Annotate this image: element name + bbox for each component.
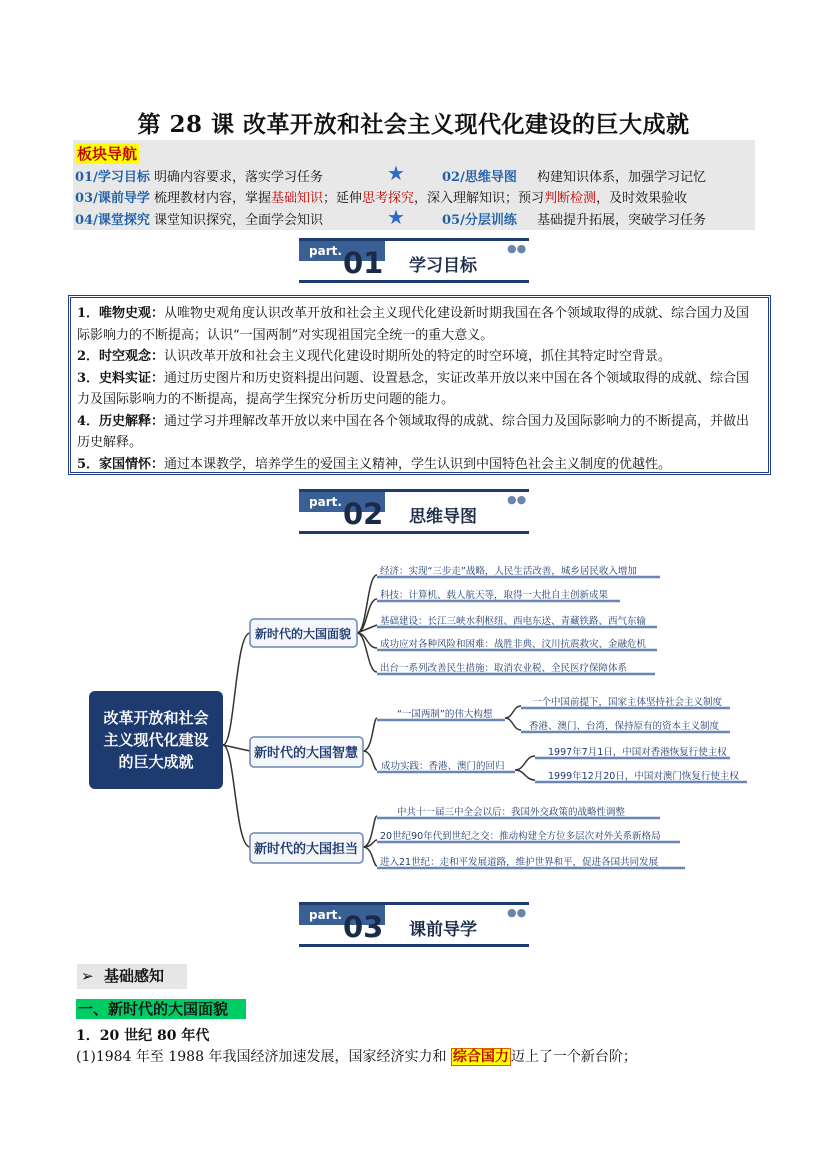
mindmap-leaf: 1999年12月20日，中国对澳门恢复行使主权 [548,771,739,782]
part-banner-01 [299,238,529,283]
part-banner-03 [299,902,529,947]
star-icon: ★ [387,161,405,185]
mindmap-root-line: 改革开放和社会 [103,709,209,727]
nav-emph: 判断检测 [544,191,597,206]
mindmap-leaf: 成功应对各种风险和困难：战胜非典、汶川抗震救灾、金融危机 [380,639,647,650]
nav-desc: 构建知识体系，加强学习记忆 [536,170,706,185]
nav-desc: 明确内容要求，落实学习任务 [153,170,323,185]
mindmap-leaf: 基础建设：长江三峡水利枢纽、西电东送、青藏铁路、西气东输 [380,616,647,627]
mindmap-branch-responsibility: 新时代的大国担当 [253,842,359,857]
mindmap-sub-label: 成功实践：香港、澳门的回归 [381,761,505,772]
mindmap-leaf: 进入21世纪：走和平发展道路，维护世界和平，促进各国共同发展 [380,857,659,868]
part-tag: part. [299,492,385,512]
section-basic-perception [77,964,187,989]
learning-goals-box [68,295,771,475]
mindmap-leaf: 1997年7月1日，中国对香港恢复行使主权 [548,747,727,758]
part-number: 01 [343,246,384,280]
mindmap-leaf: 科技：计算机、载人航天等，取得一大批自主创新成果 [380,590,609,601]
nav-link-mindmap[interactable]: 02/思维导图 [442,170,517,185]
arrow-icon: ➢ [81,967,94,985]
mindmap-leaf: 20世纪90年代到世纪之交：推动构建全方位多层次对外关系新格局 [380,831,661,842]
part-tag: part. [299,905,385,925]
goal-item: 3．史料实证：通过历史图片和历史资料提出问题、设置悬念，实证改革开放以来中国在各个领域取得的成就、综合国力及国际影响力的不断提高，提高学生探究分析历史问题的能力。 [77,370,750,407]
mindmap-branch-wisdom: 新时代的大国智慧 [253,746,359,761]
nav-link-training[interactable]: 05/分层训练 [442,213,517,228]
nav-emph: 思考探究 [362,191,415,206]
mind-map [85,555,765,885]
nav-row-1 [75,166,323,185]
mindmap-leaf: 一个中国前提下，国家主体坚持社会主义制度 [532,697,723,708]
subheading: 1．20 世纪 80 年代 [76,1028,210,1044]
part-number: 03 [343,910,384,944]
mindmap-leaf: 经济：实现“三步走”战略，人民生活改善，城乡居民收入增加 [380,566,637,577]
part-label: 学习目标 [409,256,477,276]
nav-desc: 梳理教材内容，掌握 [153,191,271,206]
part-tag: part. [299,241,385,261]
nav-row-2 [75,187,687,206]
goal-item: 2．时空观念：认识改革开放和社会主义现代化建设时期所处的特定的时空环境，抓住其特定时空背景。 [77,349,672,364]
section-label: 基础感知 [104,967,165,985]
nav-row-1b [442,166,706,185]
mindmap-leaf: 香港、澳门、台湾，保持原有的资本主义制度 [529,721,720,732]
nav-link-explore[interactable]: 04/课堂探究 [75,213,150,228]
nav-row-3 [75,209,323,228]
mindmap-leaf: 中共十一届三中全会以后：我国外交政策的战略性调整 [397,807,626,818]
leaf-icon: ●● [507,906,527,919]
nav-link-preview[interactable]: 03/课前导学 [75,191,150,206]
nav-desc: ；延伸 [323,191,363,206]
mindmap-sub-label: “一国两制”的伟大构想 [397,709,493,720]
fill-blank-answer: 综合国力 [452,1049,509,1065]
star-icon: ★ [387,205,405,229]
part-label: 课前导学 [409,920,477,940]
mindmap-leaf: 出台一系列改善民生措施：取消农业税、全民医疗保障体系 [380,663,628,674]
nav-desc: 课堂知识探究，全面学会知识 [153,213,323,228]
leaf-icon: ●● [507,493,527,506]
goal-item: 5．家国情怀：通过本课教学，培养学生的爱国主义精神，学生认识到中国特色社会主义制度的优越性。 [77,456,672,472]
nav-emph: 基础知识 [271,191,324,206]
part-label: 思维导图 [409,507,477,527]
part-banner-02 [299,489,529,534]
part-number: 02 [343,497,384,531]
nav-desc: ，深入理解知识；预习 [414,191,545,206]
mindmap-root-line: 的巨大成就 [118,753,194,771]
mindmap-branch-appearance: 新时代的大国面貌 [254,627,352,641]
nav-desc: 基础提升拓展，突破学习任务 [536,213,706,228]
nav-link-goals[interactable]: 01/学习目标 [75,170,150,185]
nav-desc: ，及时效果验收 [596,191,688,206]
paragraph: (1)1984 年至 1988 年我国经济加速发展，国家经济实力和 综合国力 迈上了一个新台阶； [76,1049,637,1065]
mindmap-root-line: 主义现代化建设 [103,731,209,749]
nav-row-3b [442,209,706,228]
goal-item: 4．历史解释：通过学习并理解改革开放以来中国在各个领域取得的成就、综合国力及国际影响力的不断提高，并做出历史解释。 [77,413,750,450]
goal-item: 1．唯物史观：从唯物史观角度认识改革开放和社会主义现代化建设新时期我国在各个领域取得的成就、综合国力及国际影响力的不断提高；认识“一国两制”对实现祖国完全统一的重大意义。 [77,306,750,343]
page-title: 第 28 课 改革开放和社会主义现代化建设的巨大成就 [137,111,690,138]
section-heading: 一、新时代的大国面貌 [76,999,246,1019]
leaf-icon: ●● [507,242,527,255]
nav-heading: 板块导航 [77,145,138,163]
